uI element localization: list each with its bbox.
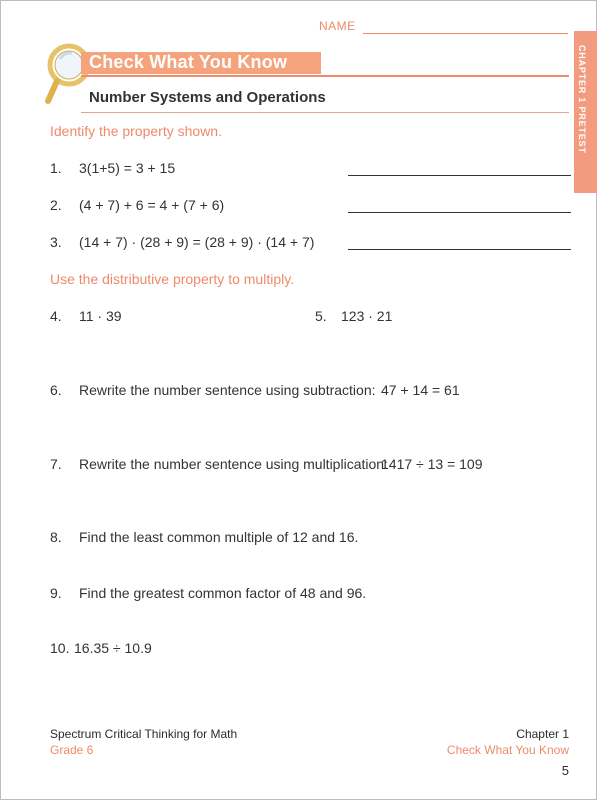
question-10-number: 10.	[50, 640, 70, 656]
page-number: 5	[561, 763, 569, 778]
question-4-text: 11 · 39	[79, 308, 122, 324]
question-6-number: 6.	[50, 382, 62, 398]
instruction-distributive: Use the distributive property to multiply.	[50, 271, 295, 287]
question-4-number: 4.	[50, 308, 62, 324]
question-2-answer-line[interactable]	[348, 212, 571, 213]
footer-section: Check What You Know	[446, 743, 569, 757]
question-2-text: (4 + 7) + 6 = 4 + (7 + 6)	[79, 197, 225, 213]
page-title: Check What You Know	[89, 52, 288, 72]
name-label: NAME	[319, 19, 356, 33]
question-7-expression: 1417 ÷ 13 = 109	[381, 456, 483, 472]
question-3-number: 3.	[50, 234, 62, 250]
question-1-answer-line[interactable]	[348, 175, 571, 176]
question-6-text: Rewrite the number sentence using subtraction:	[79, 382, 376, 398]
question-5-text: 123 · 21	[341, 308, 393, 324]
question-6-expression: 47 + 14 = 61	[381, 382, 460, 398]
footer-chapter: Chapter 1	[516, 727, 569, 741]
footer-book-title: Spectrum Critical Thinking for Math	[50, 727, 238, 741]
question-7-number: 7.	[50, 456, 62, 472]
title-divider	[81, 75, 569, 77]
footer-grade: Grade 6	[50, 743, 94, 757]
question-9-text: Find the greatest common factor of 48 and 96.	[79, 585, 367, 601]
instruction-identify-property: Identify the property shown.	[50, 123, 222, 139]
magnifying-glass-icon	[43, 41, 95, 107]
question-7-text: Rewrite the number sentence using multiplication:	[79, 456, 388, 472]
question-9-number: 9.	[50, 585, 62, 601]
question-3-answer-line[interactable]	[348, 249, 571, 250]
question-1-number: 1.	[50, 160, 62, 176]
subtitle-divider	[81, 112, 569, 113]
question-5-number: 5.	[315, 308, 327, 324]
question-2-number: 2.	[50, 197, 62, 213]
question-8-number: 8.	[50, 529, 62, 545]
question-8-text: Find the least common multiple of 12 and 16.	[79, 529, 359, 545]
page-subtitle: Number Systems and Operations	[89, 89, 326, 106]
name-answer-line[interactable]	[363, 33, 568, 34]
question-10-text: 16.35 ÷ 10.9	[74, 640, 152, 656]
chapter-side-tab-label: CHAPTER 1 PRETEST	[577, 45, 587, 154]
question-3-text: (14 + 7) · (28 + 9) = (28 + 9) · (14 + 7)	[79, 234, 315, 250]
question-1-text: 3(1+5) = 3 + 15	[79, 160, 176, 176]
